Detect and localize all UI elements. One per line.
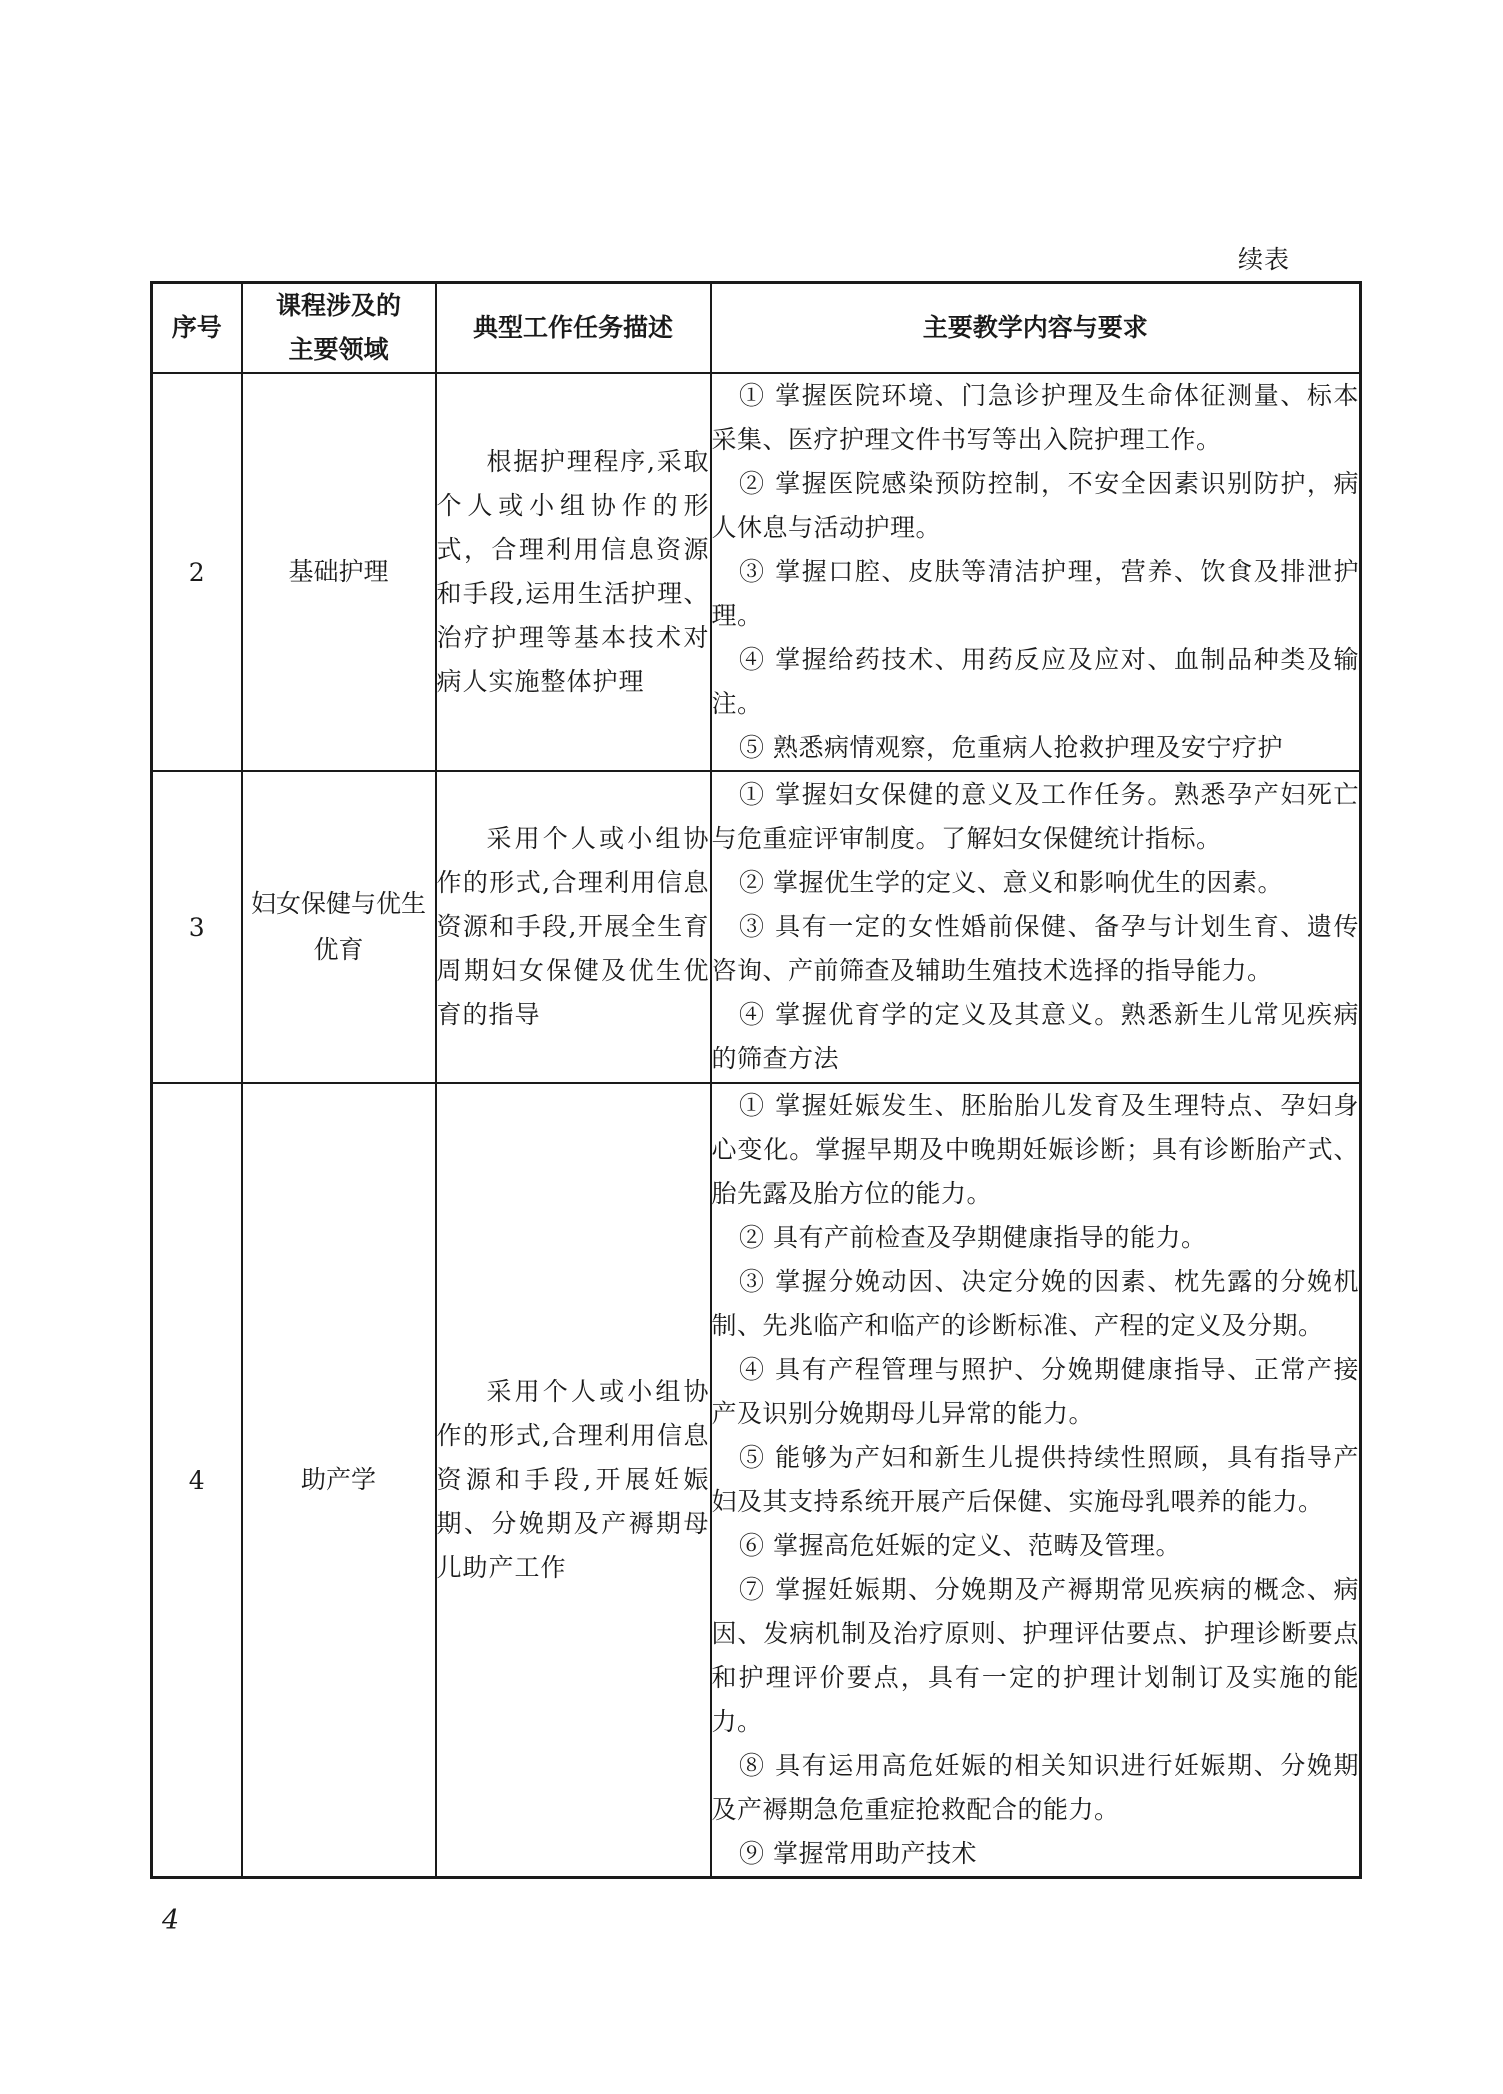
- row-area: 助产学: [242, 1083, 436, 1878]
- requirement-item: ⑥ 掌握高危妊娠的定义、范畴及管理。: [739, 1531, 1181, 1560]
- requirement-item: ④ 掌握给药技术、用药反应及应对、血制品种类及输注。: [711, 645, 1359, 718]
- requirement-item: ③ 具有一定的女性婚前保健、备孕与计划生育、遗传咨询、产前筛查及辅助生殖技术选择的指导能力。: [711, 912, 1359, 985]
- requirement-item: ② 掌握医院感染预防控制，不安全因素识别防护，病人休息与活动护理。: [711, 469, 1359, 542]
- requirement-item: ① 掌握医院环境、门急诊护理及生命体征测量、标本采集、医疗护理文件书写等出入院护理工作。: [711, 381, 1359, 454]
- requirement-item: ② 掌握优生学的定义、意义和影响优生的因素。: [739, 868, 1283, 897]
- requirement-item: ③ 掌握口腔、皮肤等清洁护理，营养、饮食及排泄护理。: [711, 557, 1359, 630]
- requirement-item: ① 掌握妊娠发生、胚胎胎儿发育及生理特点、孕妇身心变化。掌握早期及中晚期妊娠诊断；具有诊断胎产式、胎先露及胎方位的能力。: [711, 1091, 1359, 1208]
- row-task: [436, 1083, 711, 1878]
- continued-label: 续表: [1238, 245, 1291, 274]
- row-task-text: 根据护理程序,采取个人或小组协作的形式，合理利用信息资源和手段,运用生活护理、治疗护理等基本技术对病人实施整体护理: [436, 447, 710, 696]
- row-seq: 4: [152, 1083, 242, 1878]
- requirement-item: ⑤ 能够为产妇和新生儿提供持续性照顾，具有指导产妇及其支持系统开展产后保健、实施母乳喂养的能力。: [711, 1443, 1359, 1516]
- requirement-item: ③ 掌握分娩动因、决定分娩的因素、枕先露的分娩机制、先兆临产和临产的诊断标准、产程的定义及分期。: [711, 1267, 1359, 1340]
- row-task-text: 采用个人或小组协作的形式,合理利用信息资源和手段,开展全生育周期妇女保健及优生优育的指导: [436, 824, 710, 1029]
- table-row: [152, 1083, 1361, 1878]
- table-header-row: [152, 283, 1361, 374]
- header-requirements: 主要教学内容与要求: [711, 283, 1361, 374]
- row-requirements: [711, 771, 1361, 1083]
- requirement-item: ① 掌握妇女保健的意义及工作任务。熟悉孕产妇死亡与危重症评审制度。了解妇女保健统计指标。: [711, 780, 1359, 853]
- table-row: [152, 373, 1361, 771]
- curriculum-table: [150, 281, 1362, 1879]
- row-area: 妇女保健与优生优育: [242, 771, 436, 1083]
- header-task: 典型工作任务描述: [436, 283, 711, 374]
- header-seq: 序号: [152, 283, 242, 374]
- requirement-item: ⑧ 具有运用高危妊娠的相关知识进行妊娠期、分娩期及产褥期急危重症抢救配合的能力。: [711, 1751, 1359, 1824]
- row-seq: 3: [152, 771, 242, 1083]
- requirement-item: ⑦ 掌握妊娠期、分娩期及产褥期常见疾病的概念、病因、发病机制及治疗原则、护理评估要点、护理诊断要点和护理评价要点，具有一定的护理计划制订及实施的能力。: [711, 1575, 1359, 1736]
- row-area: 基础护理: [242, 373, 436, 771]
- row-task: [436, 771, 711, 1083]
- row-task-text: 采用个人或小组协作的形式,合理利用信息资源和手段,开展妊娠期、分娩期及产褥期母儿助产工作: [436, 1377, 710, 1582]
- header-area-line1: 课程涉及的: [275, 291, 401, 320]
- requirement-item: ④ 掌握优育学的定义及其意义。熟悉新生儿常见疾病的筛查方法: [711, 1000, 1359, 1073]
- requirement-item: ⑨ 掌握常用助产技术: [739, 1839, 977, 1868]
- row-task: [436, 373, 711, 771]
- requirement-item: ⑤ 熟悉病情观察，危重病人抢救护理及安宁疗护: [739, 733, 1283, 762]
- row-seq: 2: [152, 373, 242, 771]
- row-requirements: [711, 1083, 1361, 1878]
- header-area: [242, 283, 436, 374]
- header-area-line2: 主要领域: [288, 335, 389, 364]
- row-requirements: [711, 373, 1361, 771]
- table-row: [152, 771, 1361, 1083]
- page-number: 4: [162, 1905, 180, 1936]
- requirement-item: ② 具有产前检查及孕期健康指导的能力。: [739, 1223, 1207, 1252]
- requirement-item: ④ 具有产程管理与照护、分娩期健康指导、正常产接产及识别分娩期母儿异常的能力。: [711, 1355, 1359, 1428]
